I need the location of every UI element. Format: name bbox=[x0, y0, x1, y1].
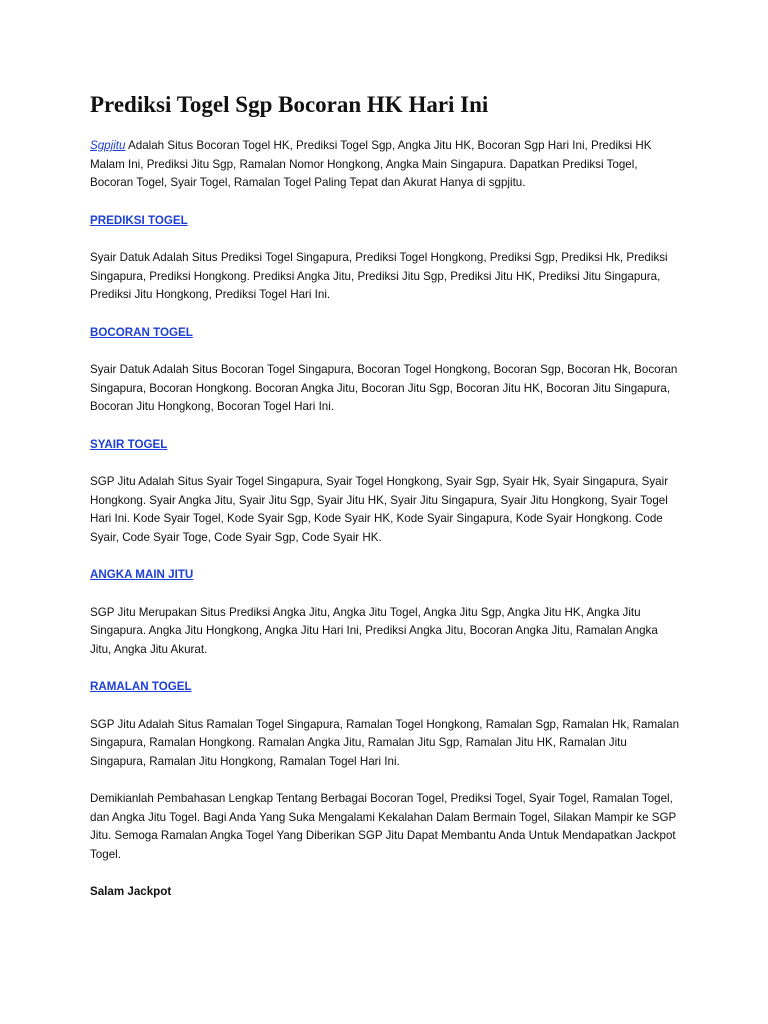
closing-paragraph: Demikianlah Pembahasan Lengkap Tentang Berbagai Bocoran Togel, Prediksi Togel, Syair Togel, Ramalan Togel, dan Angka Jitu Togel. Bagi Anda Yang Suka Mengalami Kekalahan Dalam Bermain Togel, Silakan Mampir ke SGP Jitu. Semoga Ramalan Angka Togel Yang Diberikan SGP Jitu Dapat Membantu Anda Untuk Mendapatkan Jackpot Togel. bbox=[90, 792, 677, 861]
ramalan-togel-paragraph: SGP Jitu Adalah Situs Ramalan Togel Singapura, Ramalan Togel Hongkong, Ramalan Sgp, Ramalan Hk, Ramalan Singapura, Ramalan Hongkong. Ramalan Angka Jitu, Ramalan Jitu Sgp, Ramalan Jitu HK, Ramalan Jitu Singapura, Ramalan Jitu Hongkong, Ramalan Togel Hari Ini. bbox=[90, 717, 680, 768]
document-page bbox=[90, 90, 682, 902]
page-title: Prediksi Togel Sgp Bocoran HK Hari Ini bbox=[90, 92, 489, 117]
sgpjitu-link[interactable]: Sgpjitu bbox=[90, 139, 126, 152]
prediksi-togel-link[interactable]: PREDIKSI TOGEL bbox=[90, 213, 188, 227]
angka-main-jitu-link[interactable]: ANGKA MAIN JITU bbox=[90, 568, 194, 581]
ramalan-togel-link[interactable]: RAMALAN TOGEL bbox=[90, 680, 192, 693]
syair-togel-link[interactable]: SYAIR TOGEL bbox=[90, 437, 168, 451]
prediksi-togel-paragraph: Syair Datuk Adalah Situs Prediksi Togel Singapura, Prediksi Togel Hongkong, Prediksi Sgp, Prediksi Hk, Prediksi Singapura, Prediksi Hongkong. Prediksi Angka Jitu, Prediksi Jitu Sgp, Prediksi Jitu HK, Prediksi Jitu Singapura, Prediksi Jitu Hongkong, Prediksi Togel Hari Ini. bbox=[90, 251, 668, 301]
intro-paragraph bbox=[90, 137, 682, 193]
intro-text: Adalah Situs Bocoran Togel HK, Prediksi Togel Sgp, Angka Jitu HK, Bocoran Sgp Hari Ini, Prediksi HK Malam Ini, Prediksi Jitu Sgp, Ramalan Nomor Hongkong, Angka Main Singapura. Dapatkan Prediksi Togel, Bocoran Togel, Syair Togel, Ramalan Togel Paling Tepat dan Akurat Hanya di sgpjitu. bbox=[90, 139, 652, 189]
signoff-text: Salam Jackpot bbox=[90, 885, 172, 898]
bocoran-togel-link[interactable]: BOCORAN TOGEL bbox=[90, 325, 193, 339]
syair-togel-paragraph: SGP Jitu Adalah Situs Syair Togel Singapura, Syair Togel Hongkong, Syair Sgp, Syair Hk, Syair Singapura, Syair Hongkong. Syair Angka Jitu, Syair Jitu Sgp, Syair Jitu HK, Syair Jitu Singapura, Syair Jitu Hongkong, Syair Togel Hari Ini. Kode Syair Togel, Kode Syair Sgp, Kode Syair HK, Kode Syair Singapura, Kode Syair Hongkong. Code Syair, Code Syair Toge, Code Syair Sgp, Code Syair HK. bbox=[90, 475, 669, 544]
angka-main-jitu-paragraph: SGP Jitu Merupakan Situs Prediksi Angka Jitu, Angka Jitu Togel, Angka Jitu Sgp, Angka Jitu HK, Angka Jitu Singapura. Angka Jitu Hongkong, Angka Jitu Hari Ini, Prediksi Angka Jitu, Bocoran Angka Jitu, Ramalan Angka Jitu, Angka Jitu Akurat. bbox=[90, 605, 658, 656]
bocoran-togel-paragraph: Syair Datuk Adalah Situs Bocoran Togel Singapura, Bocoran Togel Hongkong, Bocoran Sgp, Bocoran Hk, Bocoran Singapura, Bocoran Hongkong. Bocoran Angka Jitu, Bocoran Jitu Sgp, Bocoran Jitu HK, Bocoran Jitu Singapura, Bocoran Jitu Hongkong, Bocoran Togel Hari Ini. bbox=[90, 363, 678, 413]
